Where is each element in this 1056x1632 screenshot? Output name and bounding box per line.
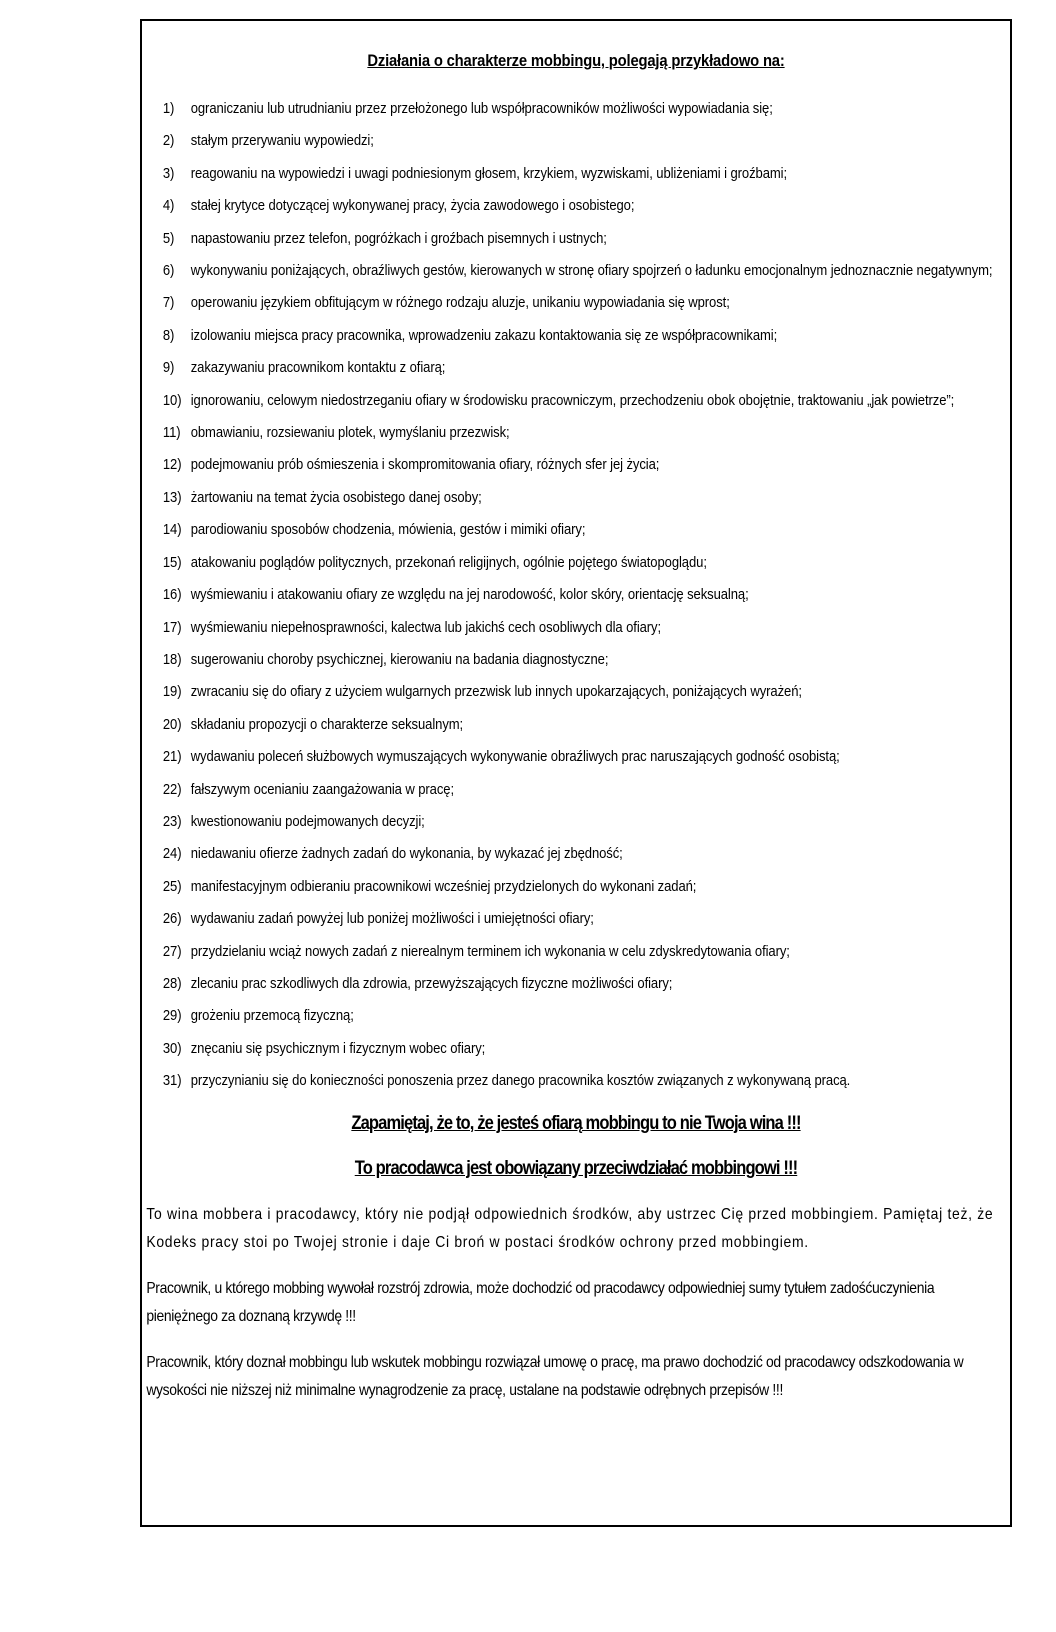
list-item-text: zakazywaniu pracownikom kontaktu z ofiarą; xyxy=(190,359,446,377)
list-item-text: ignorowaniu, celowym niedostrzeganiu ofiary w środowisku pracowniczym, przechodzeniu obok obojętnie, traktowaniu „jak powietrze”; xyxy=(190,391,955,409)
list-item xyxy=(163,417,1000,449)
paragraph-termination-compensation: Pracownik, który doznał mobbingu lub wskutek mobbingu rozwiązał umowę o pracę, ma prawo dochodzić od pracodawcy odszkodowania w wysokości nie niższej niż minimalne wynagrodzenie za pracę, ustalane na podstawie odrębnych przepisów !!! xyxy=(146,1353,964,1399)
list-item xyxy=(163,903,1000,935)
list-item xyxy=(163,774,1000,806)
list-item-text: niedawaniu ofierze żadnych zadań do wykonania, by wykazać jej zbędność; xyxy=(190,845,623,863)
list-item xyxy=(163,676,1000,708)
list-item-number: 27) xyxy=(162,942,182,960)
list-item-text: sugerowaniu choroby psychicznej, kierowaniu na badania diagnostyczne; xyxy=(190,650,609,668)
list-item-number: 29) xyxy=(162,1007,182,1025)
remember-headline: Zapamiętaj, że to, że jesteś ofiarą mobbingu to nie Twoja wina !!! xyxy=(351,1112,801,1134)
list-item-text: atakowaniu poglądów politycznych, przekonań religijnych, ogólnie pojętego światopoglądu; xyxy=(190,553,707,571)
list-item-number: 20) xyxy=(162,715,182,733)
list-item xyxy=(163,1065,1000,1097)
list-item xyxy=(163,547,1000,579)
list-item-text: manifestacyjnym odbieraniu pracownikowi wcześniej przydzielonych do wykonani zadań; xyxy=(190,877,697,895)
list-item xyxy=(163,125,1000,157)
list-item xyxy=(163,287,1000,319)
list-item-number: 22) xyxy=(162,780,182,798)
list-item-number: 7) xyxy=(162,294,175,312)
list-item-text: stałym przerywaniu wypowiedzi; xyxy=(190,132,374,150)
list-item-text: kwestionowaniu podejmowanych decyzji; xyxy=(190,812,425,830)
list-item-text: wyśmiewaniu i atakowaniu ofiary ze względu na jej narodowość, kolor skóry, orientację seksualną; xyxy=(190,586,749,604)
list-item-text: fałszywym ocenianiu zaangażowania w pracę; xyxy=(190,780,455,798)
list-item-number: 11) xyxy=(162,424,181,442)
list-item xyxy=(163,482,1000,514)
list-item-number: 18) xyxy=(162,650,182,668)
list-item-text: operowaniu językiem obfitującym w różnego rodzaju aluzje, unikaniu wypowiadania się wprost; xyxy=(190,294,730,312)
list-item-text: parodiowaniu sposobów chodzenia, mówienia, gestów i mimiki ofiary; xyxy=(190,521,586,539)
paragraph-health-compensation: Pracownik, u którego mobbing wywołał rozstrój zdrowia, może dochodzić od pracodawcy odpowiedniej sumy tytułem zadośćuczynienia pieniężnego za doznaną krzywdę !!! xyxy=(146,1279,935,1325)
list-item xyxy=(163,93,1000,125)
list-item xyxy=(163,1033,1000,1065)
list-item xyxy=(163,579,1000,611)
list-item-text: przyczynianiu się do konieczności ponoszenia przez danego pracownika kosztów związanych z wykonywaną pracą. xyxy=(190,1072,851,1090)
list-item-number: 24) xyxy=(162,845,182,863)
list-item-number: 1) xyxy=(162,100,175,117)
list-item-number: 9) xyxy=(162,359,175,377)
list-item-number: 28) xyxy=(162,974,182,992)
list-item xyxy=(163,449,1000,481)
list-item-number: 17) xyxy=(162,618,182,636)
list-item-text: wyśmiewaniu niepełnosprawności, kalectwa lub jakichś cech osobliwych dla ofiary; xyxy=(190,618,662,636)
list-item xyxy=(163,806,1000,838)
list-item xyxy=(163,1000,1000,1032)
list-item-text: żartowaniu na temat życia osobistego danej osoby; xyxy=(190,488,482,506)
list-item xyxy=(163,223,1000,255)
document-content xyxy=(142,49,1010,1405)
list-item-text: przydzielaniu wciąż nowych zadań z nierealnym terminem ich wykonania w celu zdyskredytowania ofiary; xyxy=(190,942,790,960)
list-item xyxy=(163,838,1000,870)
list-item xyxy=(163,968,1000,1000)
list-item-text: znęcaniu się psychicznym i fizycznym wobec ofiary; xyxy=(190,1039,486,1057)
list-item-number: 8) xyxy=(162,326,175,344)
list-item-text: napastowaniu przez telefon, pogróżkach i groźbach pisemnych i ustnych; xyxy=(190,229,607,247)
list-item-text: składaniu propozycji o charakterze seksualnym; xyxy=(190,715,464,733)
list-item-text: wykonywaniu poniżających, obraźliwych gestów, kierowanych w stronę ofiary spojrzeń o ładunku emocjonalnym jednoznacznie negatywnym; xyxy=(190,262,993,280)
list-item-number: 6) xyxy=(162,262,175,280)
list-item-text: podejmowaniu prób ośmieszenia i skompromitowania ofiary, różnych sfer jej życia; xyxy=(190,456,660,474)
list-item xyxy=(163,612,1000,644)
list-item xyxy=(163,741,1000,773)
list-item-text: ograniczaniu lub utrudnianiu przez przełożonego lub współpracowników możliwości wypowiadania się; xyxy=(190,100,773,117)
list-item xyxy=(163,385,1000,417)
list-item-number: 4) xyxy=(162,197,175,215)
list-item-text: wydawaniu zadań powyżej lub poniżej możliwości i umiejętności ofiary; xyxy=(190,910,594,928)
document-title: Działania o charakterze mobbingu, polegają przykładowo na: xyxy=(367,51,785,70)
list-item-number: 14) xyxy=(162,521,182,539)
list-item-number: 30) xyxy=(162,1039,182,1057)
list-item-text: wydawaniu poleceń służbowych wymuszających wykonywanie obraźliwych prac naruszających godność osobistą; xyxy=(190,748,840,766)
list-item xyxy=(163,158,1000,190)
list-item-number: 3) xyxy=(162,164,175,182)
list-item xyxy=(163,255,1000,287)
list-item xyxy=(163,936,1000,968)
list-item xyxy=(163,190,1000,222)
list-item-number: 26) xyxy=(162,910,182,928)
list-item-text: zlecaniu prac szkodliwych dla zdrowia, przewyższających fizyczne możliwości ofiary; xyxy=(190,974,673,992)
list-item-number: 13) xyxy=(162,488,182,506)
paragraph-blame-and-labour-code: To wina mobbera i pracodawcy, który nie podjął odpowiednich środków, aby ustrzec Cię przed mobbingiem. Pamiętaj też, że Kodeks pracy stoi po Twojej stronie i daje Ci broń w postaci środków ochrony przed mobbingiem. xyxy=(146,1205,994,1251)
list-item-number: 19) xyxy=(162,683,182,701)
list-item-number: 21) xyxy=(162,748,182,766)
list-item-number: 5) xyxy=(162,229,175,247)
employer-duty-headline: To pracodawca jest obowiązany przeciwdziałać mobbingowi !!! xyxy=(354,1157,798,1179)
list-item-number: 23) xyxy=(162,812,182,830)
list-item-number: 2) xyxy=(162,132,175,150)
list-item-text: reagowaniu na wypowiedzi i uwagi podniesionym głosem, krzykiem, wyzwiskami, ubliżeniami i groźbami; xyxy=(190,164,788,182)
list-item xyxy=(163,644,1000,676)
list-item-text: stałej krytyce dotyczącej wykonywanej pracy, życia zawodowego i osobistego; xyxy=(190,197,635,215)
list-item-number: 10) xyxy=(162,391,182,409)
list-item-text: izolowaniu miejsca pracy pracownika, wprowadzeniu zakazu kontaktowania się ze współpracownikami; xyxy=(190,326,778,344)
list-item-number: 15) xyxy=(162,553,182,571)
list-item xyxy=(163,320,1000,352)
list-item-number: 12) xyxy=(162,456,182,474)
list-item xyxy=(163,871,1000,903)
list-item-number: 25) xyxy=(162,877,182,895)
list-item-number: 31) xyxy=(162,1072,182,1090)
list-item-number: 16) xyxy=(162,586,182,604)
list-item xyxy=(163,352,1000,384)
list-item-text: zwracaniu się do ofiary z użyciem wulgarnych przezwisk lub innych upokarzających, poniżających wyrażeń; xyxy=(190,683,802,701)
list-item xyxy=(163,709,1000,741)
mobbing-actions-list xyxy=(142,93,1010,1098)
list-item xyxy=(163,514,1000,546)
document-frame xyxy=(140,19,1012,1527)
list-item-text: obmawianiu, rozsiewaniu plotek, wymyślaniu przezwisk; xyxy=(190,424,510,442)
list-item-text: grożeniu przemocą fizyczną; xyxy=(190,1007,354,1025)
